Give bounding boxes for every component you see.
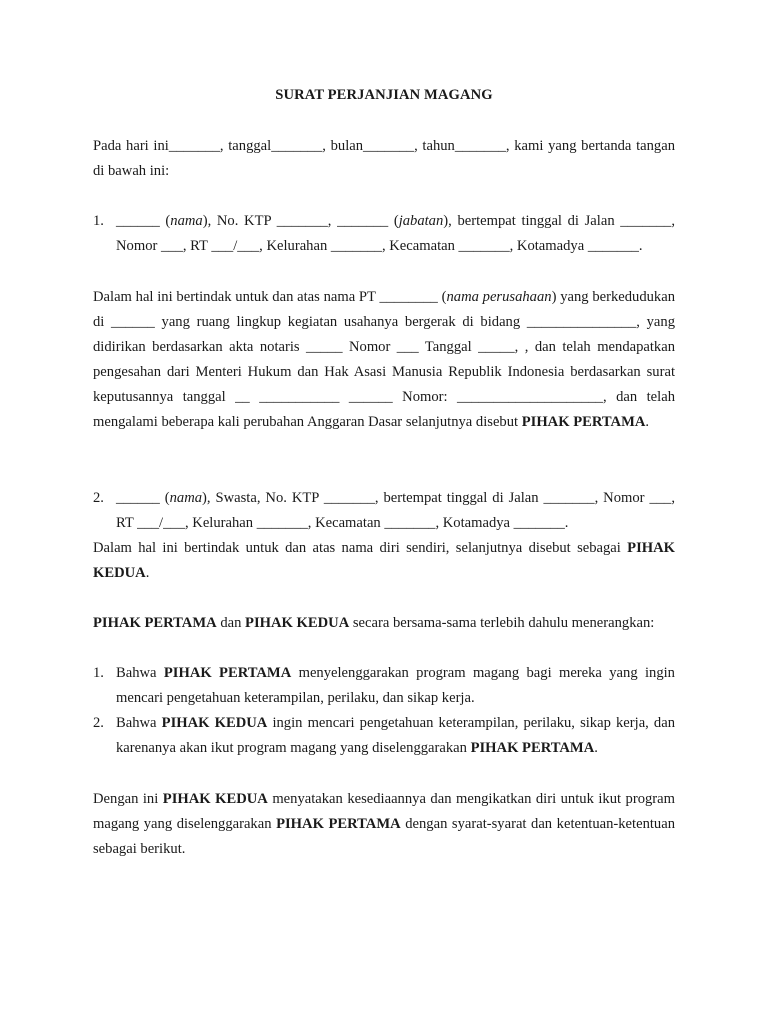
party-2-nama: nama (169, 490, 203, 506)
self-part-b: . (145, 565, 150, 581)
point-2-item (93, 711, 675, 761)
point-2-pihak-pertama: PIHAK PERTAMA (470, 740, 595, 756)
point-2-pihak-kedua: PIHAK KEDUA (161, 715, 268, 731)
document-title: SURAT PERJANJIAN MAGANG (275, 87, 493, 103)
party-2-part-a: ______ ( (116, 490, 170, 506)
party-2-item (93, 486, 675, 536)
party-1-nama: nama (170, 213, 203, 229)
party-1-item (93, 209, 675, 259)
company-pihak-pertama: PIHAK PERTAMA (521, 414, 646, 430)
point-1-number: 1. (93, 665, 104, 681)
company-part-c: . (645, 414, 650, 430)
party-2-text (116, 486, 675, 536)
explain-pihak-pertama: PIHAK PERTAMA (93, 615, 217, 631)
party-1-text (116, 209, 675, 259)
company-paragraph (93, 285, 675, 435)
point-2-part-c: . (594, 740, 598, 756)
closing-paragraph (93, 787, 675, 862)
company-part-b: ) yang berkedudukan di ______ yang ruang lingkup kegiatan usahanya bergerak di bidang _______________, yang didirikan berdasarkan akta notaris _____ Nomor ___ Tanggal _____, , dan telah mendapatkan pengesahan dari Menteri Hukum dan Hak Asasi Manusia Republik Indonesia berdasarkan surat keputusannya tanggal __ ___________ ______ Nomor: ____________________, dan telah mengalami beberapa kali perubahan Anggaran Dasar selanjutnya disebut (93, 289, 675, 430)
closing-part-c: dengan syarat-syarat dan ketentuan-ketentuan sebagai berikut. (93, 816, 675, 857)
company-nama-perusahaan: nama perusahaan (446, 289, 552, 305)
closing-pihak-kedua: PIHAK KEDUA (162, 791, 268, 807)
opening-text: Pada hari ini_______, tanggal_______, bulan_______, tahun_______, kami yang bertanda tangan di bawah ini: (93, 138, 675, 179)
explain-pihak-kedua: PIHAK KEDUA (245, 615, 350, 631)
self-part-a: Dalam hal ini bertindak untuk dan atas nama diri sendiri, selanjutnya disebut sebagai (93, 540, 628, 556)
party-1-part-b: ), No. KTP _______, _______ ( (202, 213, 399, 229)
point-1-pihak-pertama: PIHAK PERTAMA (163, 665, 292, 681)
party-1-jabatan: jabatan (398, 213, 444, 229)
party-1-part-c: ), bertempat tinggal di Jalan _______, Nomor ___, RT ___/___, Kelurahan _______, Kecamatan _______, Kotamadya _______. (116, 213, 675, 254)
closing-part-a: Dengan ini (93, 791, 163, 807)
closing-part-b: menyatakan kesediaannya dan mengikatkan diri untuk ikut program magang yang diselenggarakan (93, 791, 675, 832)
self-pihak-kedua: PIHAK KEDUA (93, 540, 675, 581)
party-1-number: 1. (93, 213, 104, 229)
closing-pihak-pertama: PIHAK PERTAMA (276, 816, 401, 832)
point-2-number: 2. (93, 715, 104, 731)
explain-part-a: dan (216, 615, 246, 631)
opening-paragraph (93, 134, 675, 184)
point-1-part-a: Bahwa (116, 665, 164, 681)
party-2-part-b: ), Swasta, No. KTP _______, bertempat tinggal di Jalan _______, Nomor ___, RT ___/___, Kelurahan _______, Kecamatan _______, Kotamadya _______. (116, 490, 675, 531)
point-2-text (116, 711, 675, 761)
point-1-item (93, 661, 675, 711)
point-2-part-a: Bahwa (116, 715, 162, 731)
self-paragraph (93, 536, 675, 586)
point-1-text (116, 661, 675, 711)
explain-part-b: secara bersama-sama terlebih dahulu menerangkan: (349, 615, 655, 631)
company-part-a: Dalam hal ini bertindak untuk dan atas nama PT ________ ( (93, 289, 447, 305)
party-1-part-a: ______ ( (116, 213, 171, 229)
point-1-part-b: menyelenggarakan program magang bagi mereka yang ingin mencari pengetahuan keterampilan, perilaku, dan sikap kerja. (116, 665, 675, 706)
party-2-number: 2. (93, 490, 104, 506)
explain-paragraph (93, 611, 675, 636)
point-2-part-b: ingin mencari pengetahuan keterampilan, perilaku, sikap kerja, dan karenanya akan ikut program magang yang diselenggarakan (116, 715, 676, 756)
